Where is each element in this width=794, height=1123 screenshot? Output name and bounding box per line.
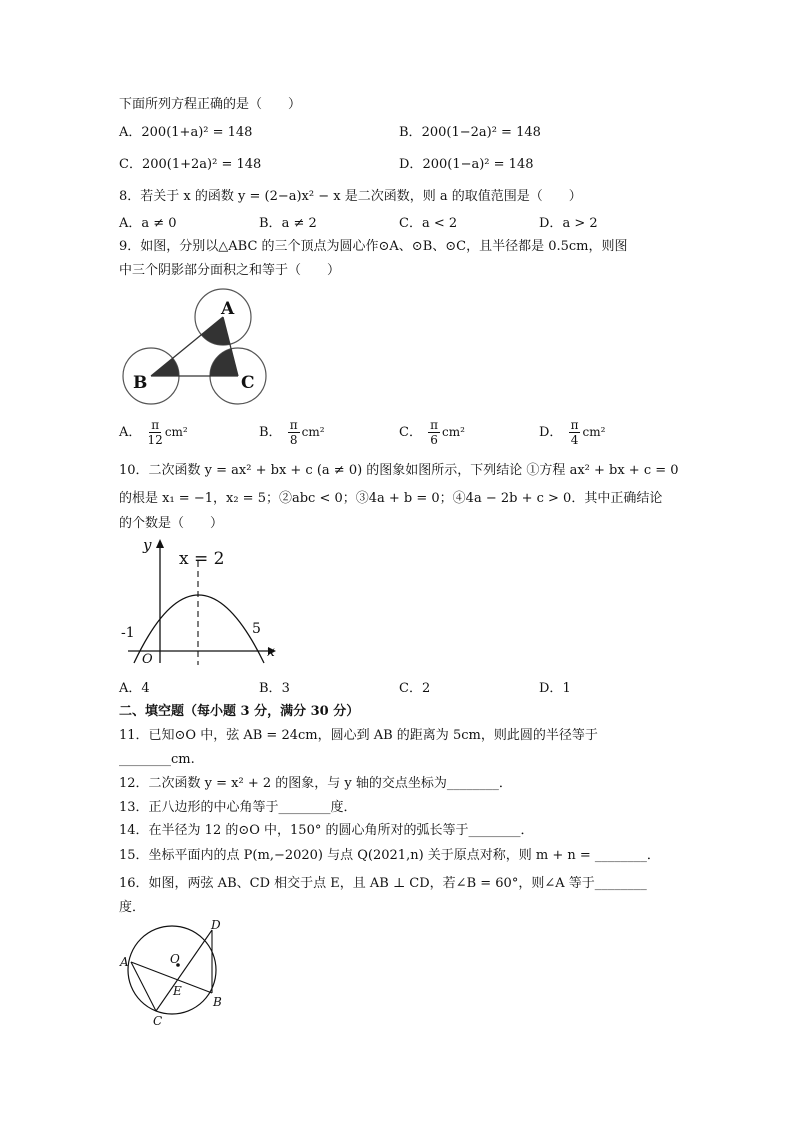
q9-stem-line1: 9．如图，分别以△ABC 的三个顶点为圆心作⊙A、⊙B、⊙C，且半径都是 0.5cm，则图 (119, 239, 628, 254)
q10-option-a: A．4 (119, 681, 150, 696)
q8-option-d: D．a > 2 (539, 216, 598, 231)
q10-stem-line3: 的个数是（ ） (119, 516, 224, 531)
q9-option-b: B． $\frac{\pi}{8}$ cm² (259, 418, 325, 447)
q10-option-b: B．3 (259, 681, 290, 696)
q8-option-b: B．a ≠ 2 (259, 216, 317, 231)
chord-cd (156, 930, 212, 1011)
q10-option-d: D．1 (539, 681, 571, 696)
q16-line1: 16．如图，两弦 AB、CD 相交于点 E，且 AB ⊥ CD，若∠B = 60°，则∠A 等于________ (119, 876, 647, 891)
circle-o (128, 926, 216, 1014)
y-axis-label: y (143, 536, 152, 554)
vertex-label-b: B (133, 373, 148, 393)
q11-line2: ________cm. (119, 752, 195, 767)
q7-stem: 下面所列方程正确的是（ ） (119, 97, 302, 112)
x-axis-label: x (267, 644, 275, 660)
point-label-o: O (170, 952, 180, 966)
point-label-d: D (211, 918, 221, 932)
q9-option-d: D． $\frac{\pi}{4}$ cm² (539, 418, 606, 447)
q7-option-d: D．200(1−a)² = 148 (399, 157, 534, 172)
vertex-label-c: C (241, 373, 255, 393)
q8-option-a: A．a ≠ 0 (119, 216, 177, 231)
q7-option-c: C．200(1+2a)² = 148 (119, 157, 262, 172)
point-label-a: A (120, 955, 129, 969)
q11-line1: 11．已知⊙O 中，弦 AB = 24cm，圆心到 AB 的距离为 5cm，则此圆的半径等于 (119, 728, 598, 743)
root-label-5: 5 (252, 621, 261, 637)
q10-stem-line1: 10．二次函数 y = ax² + bx + c (a ≠ 0) 的图象如图所示，下列结论 ①方程 ax² + bx + c = 0 (119, 463, 679, 478)
q9-stem-line2: 中三个阴影部分面积之和等于（ ） (119, 263, 341, 278)
q13: 13．正八边形的中心角等于________度． (119, 800, 357, 815)
q16-line2: 度． (119, 900, 146, 915)
q10-stem-line2: 的根是 x₁ = −1，x₂ = 5；②abc < 0；③4a + b = 0；④4a − 2b + c > 0．其中正确结论 (119, 491, 663, 506)
vertex-label-a: A (221, 299, 235, 319)
q16-circle-chords-figure (116, 918, 236, 1028)
q14: 14．在半径为 12 的⊙O 中，150° 的圆心角所对的弧长等于________． (119, 823, 534, 838)
root-label-neg1: -1 (121, 625, 135, 641)
section2-heading: 二、填空题（每小题 3 分，满分 30 分） (119, 704, 360, 719)
q10-parabola-graph (118, 535, 283, 665)
symmetry-equation: x = 2 (179, 549, 225, 569)
q15: 15．坐标平面内的点 P(m,−2020) 与点 Q(2021,n) 关于原点对称，则 m + n = ________． (119, 848, 660, 863)
q9-option-a: A． $\frac{\pi}{12}$ cm² (119, 418, 188, 447)
origin-label: O (142, 652, 153, 665)
q8-option-c: C．a < 2 (399, 216, 458, 231)
point-label-b: B (213, 995, 222, 1009)
q8-stem: 8．若关于 x 的函数 y = (2−a)x² − x 是二次函数，则 a 的取值范围是（ ） (119, 189, 582, 204)
point-label-c: C (153, 1014, 163, 1028)
parabola-curve (134, 595, 264, 663)
q7-option-b: B．200(1−2a)² = 148 (399, 125, 541, 140)
q7-option-a: A．200(1+a)² = 148 (119, 125, 253, 140)
q12: 12．二次函数 y = x² + 2 的图象，与 y 轴的交点坐标为________． (119, 776, 512, 791)
point-label-e: E (173, 984, 182, 998)
q9-option-c: C． $\frac{\pi}{6}$ cm² (399, 418, 465, 447)
shaded-sector-c (210, 349, 238, 376)
q10-option-c: C．2 (399, 681, 431, 696)
y-axis-arrow (156, 539, 164, 548)
q9-triangle-circles-figure (118, 282, 278, 412)
